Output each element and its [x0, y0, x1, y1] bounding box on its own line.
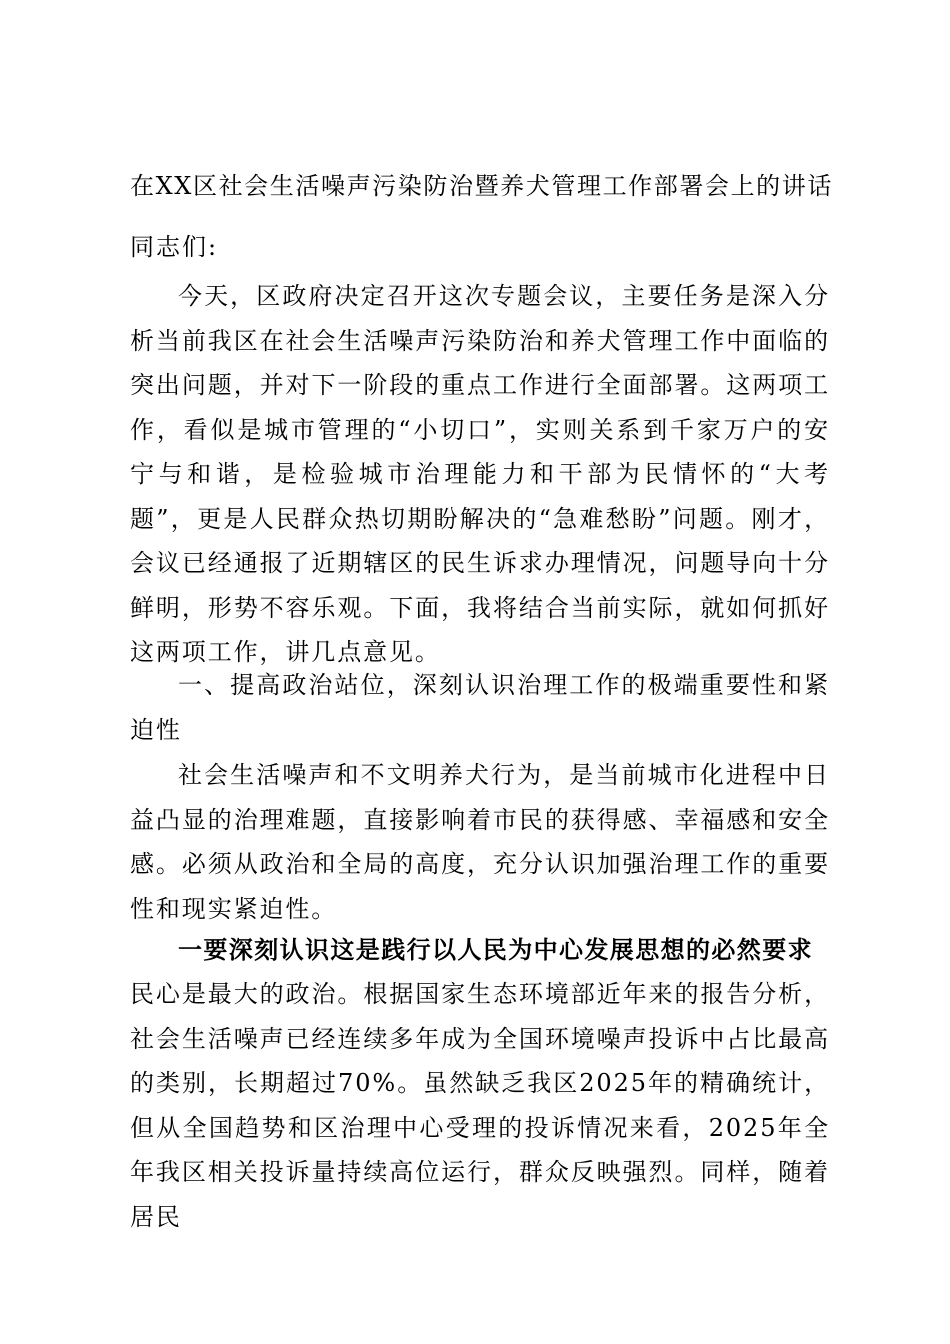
salutation: 同志们: — [130, 233, 219, 261]
subsection-heading-1: 一要深刻认识这是践行以人民为中心发展思想的必然要求 — [178, 935, 813, 964]
intro-paragraph: 今天，区政府决定召开这次专题会议，主要任务是深入分析当前我区在社会生活噪声污染防治和养犬管理工作中面临的突出问题，并对下一阶段的重点工作进行全面部署。这两项工作，看似是城市管理的“小切口”，实则关系到千家万户的安宁与和谐，是检验城市治理能力和干部为民情怀的“大考题”，更是人民群众热切期盼解决的“急难愁盼”问题。刚才，会议已经通报了近期辖区的民生诉求办理情况，问题导向十分鲜明，形势不容乐观。下面，我将结合当前实际，就如何抓好这两项工作，讲几点意见。 — [130, 282, 830, 666]
document-title: 在XX区社会生活噪声污染防治暨养犬管理工作部署会上的讲话 — [130, 172, 833, 200]
subsection-paragraph-1: 民心是最大的政治。根据国家生态环境部近年来的报告分析，社会生活噪声已经连续多年成为全国环境噪声投诉中占比最高的类别，长期超过70%。虽然缺乏我区2025年的精确统计，但从全国趋势和区治理中心受理的投诉情况来看，2025年全年我区相关投诉量持续高位运行，群众反映强烈。同样，随着居民 — [130, 980, 830, 1231]
section-heading-1: 一、提高政治站位，深刻认识治理工作的极端重要性和紧迫性 — [130, 671, 830, 744]
section-paragraph-1: 社会生活噪声和不文明养犬行为，是当前城市化进程中日益凸显的治理难题，直接影响着市民的获得感、幸福感和安全感。必须从政治和全局的高度，充分认识加强治理工作的重要性和现实紧迫性。 — [130, 761, 830, 923]
